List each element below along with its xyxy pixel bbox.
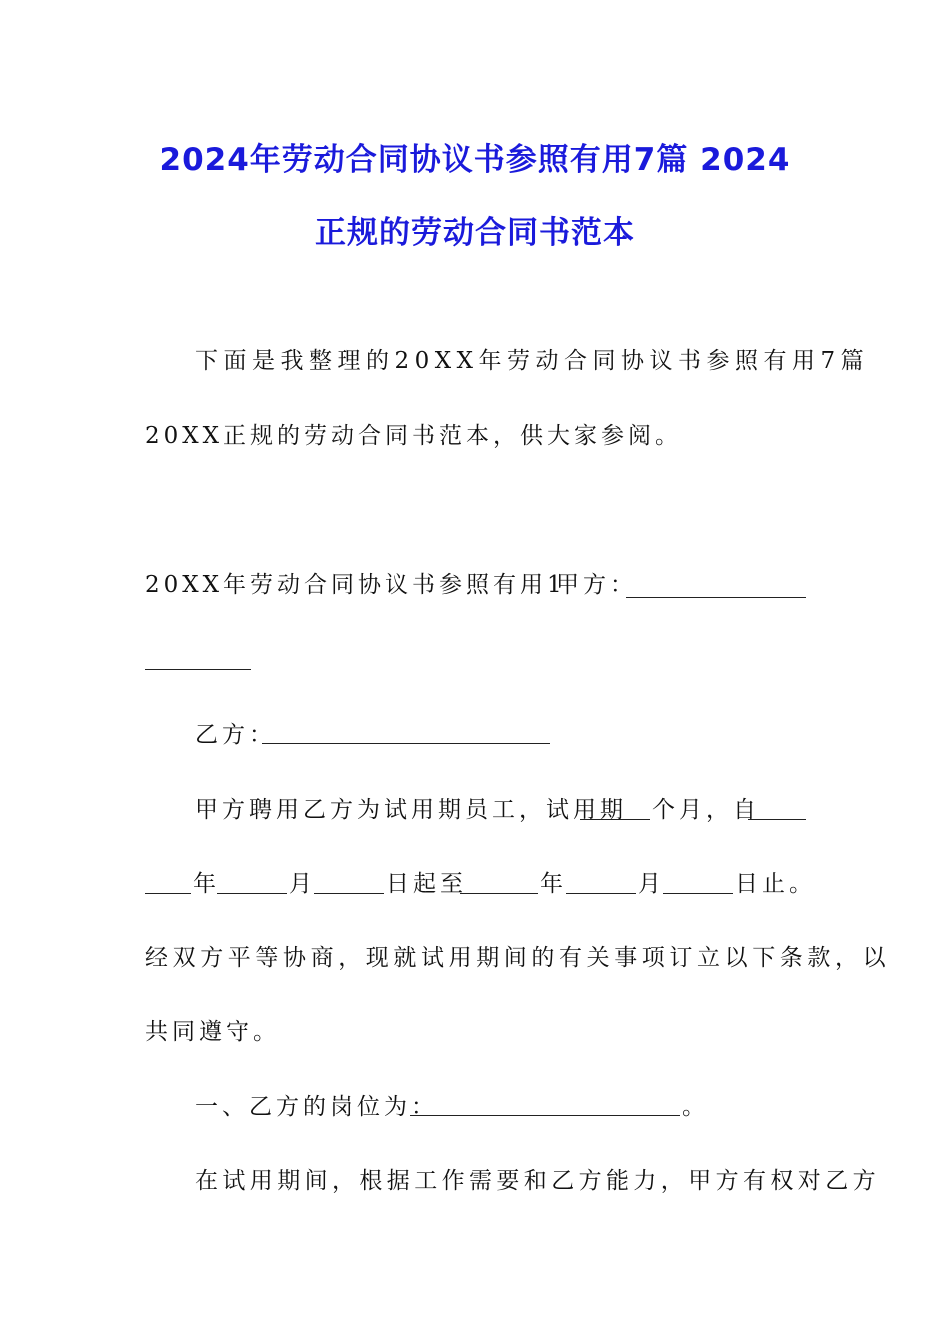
start-year-blank-1 (748, 819, 806, 820)
start-day-blank (314, 893, 384, 894)
document-title-line-2: 正规的劳动合同书范本 (315, 215, 635, 251)
party-a-blank-2 (145, 669, 251, 670)
end-day-blank (663, 893, 733, 894)
end-year-blank (460, 893, 538, 894)
probation-line-4: 共同遵守。 (145, 1019, 280, 1045)
intro-line-1: 下面是我整理的20XX年劳动合同协议书参照有用7篇 (195, 348, 870, 374)
probation-year-label-1: 年 (193, 871, 220, 897)
party-b-label: 乙方： (195, 722, 276, 748)
probation-line-1-part-1: 甲方聘用乙方为试用期员工，试用期 (195, 797, 627, 823)
probation-months-blank (580, 819, 650, 820)
position-blank (410, 1115, 680, 1116)
probation-year-label-2: 年 (540, 871, 567, 897)
probation-month-label-2: 月 (638, 871, 665, 897)
document-title-line-1: 2024年劳动合同协议书参照有用7篇 2024 (159, 142, 791, 178)
probation-line-1-part-2: 个月，自 (652, 797, 760, 823)
intro-line-2: 20XX正规的劳动合同书范本，供大家参阅。 (145, 423, 683, 449)
clause-1-end: 。 (682, 1094, 709, 1120)
probation-month-label-1: 月 (289, 871, 316, 897)
probation-adjustment-line: 在试用期间，根据工作需要和乙方能力，甲方有权对乙方 (195, 1168, 880, 1194)
section-1-heading: 20XX年劳动合同协议书参照有用1 (145, 572, 566, 598)
clause-1-text: 一、乙方的岗位为： (195, 1094, 438, 1120)
probation-day-to-label: 日起至 (386, 871, 467, 897)
end-month-blank (566, 893, 636, 894)
start-year-blank-2 (145, 893, 191, 894)
party-a-blank-1 (626, 597, 806, 598)
start-month-blank (217, 893, 287, 894)
probation-line-3: 经双方平等协商，现就试用期间的有关事项订立以下条款，以 (145, 945, 891, 971)
party-a-label: 甲方： (556, 572, 637, 598)
party-b-blank (262, 743, 550, 744)
probation-end-label: 日止。 (735, 871, 816, 897)
